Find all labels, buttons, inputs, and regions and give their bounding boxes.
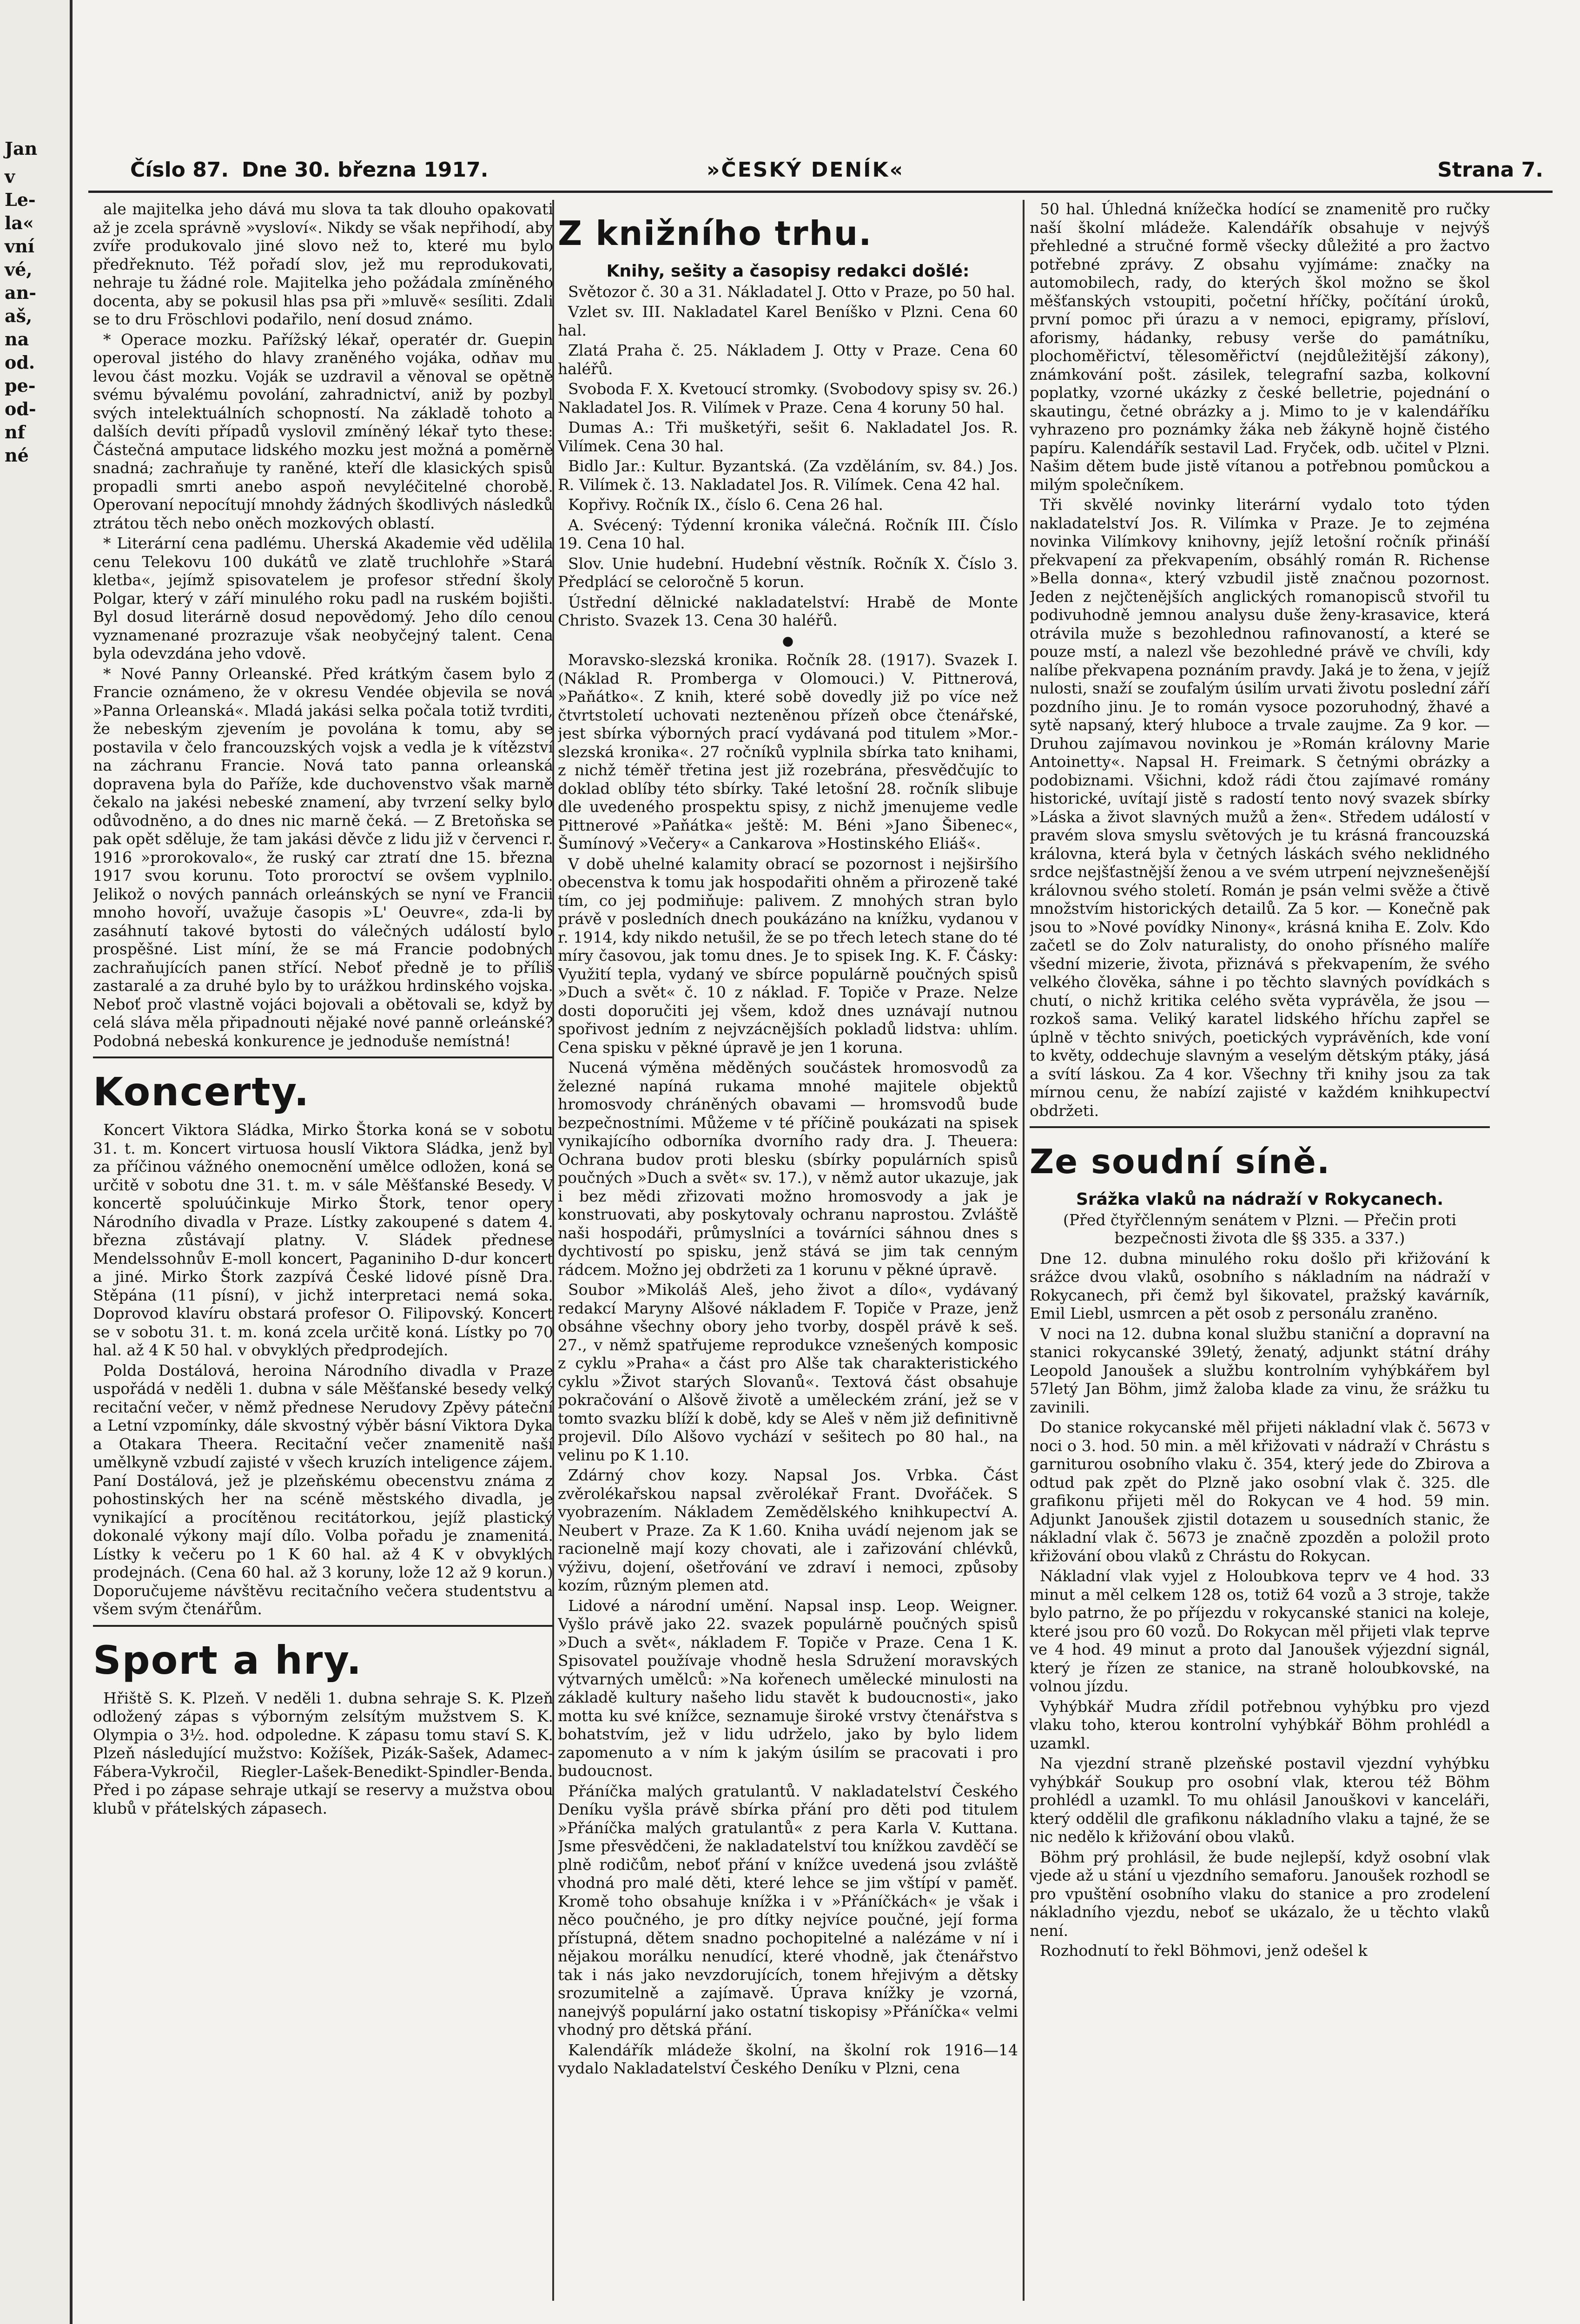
column-2 [558,200,1018,2301]
book-entry: Vzlet sv. III. Nakladatel Karel Beníško v Plzni. Cena 60 hal. [558,303,1018,339]
article-paragraph: Dne 12. dubna minulého roku došlo při křižování k srážce dvou vlaků, osobního s nákladním na nádraží v Rokycanech, při čemž byl šikovatel, pražský kavárník, Emil Liebl, usmrcen a pět osob z personálu zraněno. [1030,1249,1490,1322]
book-entry: Světozor č. 30 a 31. Nákladatel J. Otto v Praze, po 50 hal. [568,282,1016,301]
fragment-line: v [5,166,15,187]
fragment-line: od- [5,398,36,419]
section-subtitle: Knihy, sešity a časopisy redakci došlé: [606,262,970,281]
book-entry: Ústřední dělnické nakladatelství: Hrabě de Monte Christo. Svazek 13. Cena 30 haléřů. [558,593,1018,629]
fragment-line: nf [5,422,25,442]
article-paragraph: Vyhýbkář Mudra zřídil potřebnou vyhýbku pro vjezd vlaku toho, kterou kontrolní vyhýbkář Böhm prohlédl a uzamkl. [1030,1697,1490,1752]
article-paragraph: Na vjezdní straně plzeňské postavil vjezdní vyhýbku vyhýbkář Soukup pro osobní vlak, kterou též Böhm prohlédl a uzamkl. To mu ohlásil Janouškovi v kanceláři, který oddělil dle grafikonu nákladního vlaku a tajné, že se nic nedělo k křižování obou vlaků. [1030,1754,1490,1846]
article-hriste-sk-plzen: Hřiště S. K. Plzeň. V neděli 1. dubna sehraje S. K. Plzeň odložený zápas s výborným zelsítým mužstvem S. K. Olympia o 3½. hod. odpoledne. K zápasu tomu staví S. K. Plzeň následující mužstvo: Kožíšek, Pizák-Sašek, Adamec-Fábera-Vykročil, Riegler-Lašek-Benedikt-Spindler-Benda. Před i po zápase sehraje utkají se reservy a mužstva obou klubů v přátelských zápasech. [93,1689,553,1817]
article-paragraph: V noci na 12. dubna konal službu staniční a dopravní na stanici rokycanské 39letý, ženatý, adjunkt státní dráhy Leopold Janoušek a službu kontrolním vyhýbkářem byl 57letý Jan Böhm, jimž žaloba klade za vinu, že srážku tu zavinili. [1030,1324,1490,1416]
section-title-sport: Sport a hry. [93,1637,363,1683]
book-entry: Kopřivy. Ročník IX., číslo 6. Cena 26 hal. [568,495,883,514]
column-divider [1023,200,1025,2301]
article-koncert-sladka: Koncert Viktora Sládka, Mirko Štorka koná se v sobotu 31. t. m. Koncert virtuosa houslí Viktora Sládka, jenž byl za příčinou vážného onemocnění umělce odložen, koná se určitě v sobotu dne 31. t. m. v sále Měšťanské Besedy. V koncertě spoluúčinkuje Mirko Štork, tenor opery Národního divadla v Praze. Lístky zakoupené s datem 4. března zůstávají platny. V. Sládek přednese Mendelssohnův E-moll koncert, Paganiniho D-dur koncert a jiné. Mirko Štork zazpívá České lidové písně Dra. Stěpána (11 písní), v jichž interpretaci nemá soka. Doprovod klavíru obstará profesor O. Filipovský. Koncert se v sobotu 31. t. m. koná zcela určitě koná. Lístky po 70 hal. až 4 K 50 hal. v obvyklých předprodejích. [93,1121,553,1359]
fragment-line: na [5,329,29,350]
article-moravsko-slezska: Moravsko-slezská kronika. Ročník 28. (1917). Svazek I. (Náklad R. Promberga v Olomouci.) V. Pittnerová, »Paňátko«. Z knih, které sobě dovedly již po více než čtvrtstoletí uchovati nezteněnou přízeň obce čtenářské, jest sbírka výborných prací vydávaná pod titulem »Mor.-slezská kronika«. 27 ročníků vyplnila sbírka tato knihami, z nichž téměř třetina jest již rozebrána, přesvědčujíc to doklad oblíby této sbírky. Také letošní 28. ročník slibuje dle uvedeného prospektu spisy, z nichž jmenujeme vedle Pittnerové »Paňátka« ještě: M. Béni »Jano Šibenec«, Šumínový »Večery« a Cankarova »Hostinského Eliáš«. [558,651,1018,852]
fragment-line: vní [5,236,35,257]
article-vilimek-novinky: Tři skvělé novinky literární vydalo toto týden nakladatelství Jos. R. Vilímka v Praze. Je to zejména novinka Vilímkovy knihovny, jejíž letošní ročník přináší překvapení za překvapením, obsáhlý román R. Richense »Bella donna«, který vzbudil jistě značnou pozornost. Jeden z nejčtenějších anglických romanopisců stvořil tu podivuhodně jemnou analysu duše ženy-krasavice, která otrávila muže s bezohlednou rafinovaností, a které se pouze mstí, a nalezl vše bezohledné právě ve chvíli, kdy nalíbe překvapena poznáním pravdy. Jaká je to žena, v jejíž nulosti, snaží se zoufalým úsilím urvati životu poslední září pozdního jinu. Je to román vysoce pozoruhodný, žhavé a sytě napsaný, který hluboce a trvale zaujme. Za 9 kor. — Druhou zajímavou novinkou je »Román královny Marie Antoinetty«. Napsal H. Freimark. S četnými obrázky a podobiznami. Všichni, kdož rádi čtou zajímavé romány historické, uvítají jistě s radostí tento nový svazek sbírky »Láska a život slavných mužů a žen«. Středem událostí v pravém slova smyslu světových je tu krásná francouzská královna, která byla v četných láskách svého neklidného srdce nejšťastnější ženou a ve svém utrpení nejvznešenější královnou svého století. Román je psán velmi svěže a čtivě množstvím historických detailů. Za 5 kor. — Konečně pak jsou to »Nové povídky Ninony«, krásná kniha E. Zolv. Kdo začetl se do Zolv naturalisty, do onoho přísného malíře všední mizerie, života, přiznává s překvapením, že svého velkého člověka, sáhne i po těchto slavných povídkách s chutí, o nichž kritika celého světa vyprávěla, že jsou — rozkoš sama. Veliký karatel lidského hříchu zapřel se úplně v těchto snivých, poetických vyprávěních, kde voní to květy, oddechuje slavným a veselým dětským ptáky, jásá a svítí láskou. Za 4 kor. Všechny tři knihy jsou za tak mírnou cenu, že nabízí zajisté v každém knihkupectví obdržeti. [1030,495,1490,1120]
article-operace-mozku: * Operace mozku. Pařížský lékař, operatér dr. Guepin operoval jistého do hlavy zraněného vojáka, odňav mu levou část mozku. Voják se uzdravil a věnoval se opětně svému bývalému povolání, zahradnictví, aniž by pozbyl svých intelektuálních schopností. Na základě tohoto a dalších devíti případů vyslovil zmíněný lékař tyto these: Částečná amputace lidského mozku jest možná a poměrně snadná; zachraňuje ty raněné, kteří dle klasických spisů propadli smrti anebo aspoň nevyléčitelné chorobě. Operovaní nepocítují mnohdy žádných škodlivých následků ztrátou těch nebo oněch mozkových oblastí. [93,330,553,532]
book-entry: Zlatá Praha č. 25. Nákladem J. Otty v Praze. Cena 60 haléřů. [558,341,1018,378]
section-rule [93,1625,553,1627]
fragment-line: né [5,445,29,466]
book-entry: Dumas A.: Tři mušketýři, sešit 6. Nakladatel Jos. R. Vilímek. Cena 30 hal. [558,418,1018,455]
article-paragraph: Do stanice rokycanské měl přijeti nákladní vlak č. 5673 v noci o 3. hod. 50 min. a měl křižovati v nádraží v Chrástu s garniturou osobního vlaku č. 354, který jede do Zbirova a odtud pak zpět do Plzně jako osobní vlak č. 325. dle grafikonu přijeti měl do Rokycan ve 4 hod. 59 min. Adjunkt Janoušek zjistil dotazem u sousedních stanic, že nákladní vlak č. 5673 je značně zpozděn a položil proto křižování obou vlaků z Chrástu do Rokycan. [1030,1418,1490,1565]
fragment-line: od. [5,352,35,373]
book-entry: Svoboda F. X. Kvetoucí stromky. (Svobodovy spisy sv. 26.) Nakladatel Jos. R. Vilímek v Praze. Cena 4 koruny 50 hal. [558,380,1018,416]
article-nove-panny: * Nové Panny Orleanské. Před krátkým časem bylo z Francie oznámeno, že v okresu Vendée objevila se nová »Panna Orleanská«. Mladá jakási selka počala totiž tvrditi, že nebeským zjevením je povolána k tomu, aby se postavila v čelo francouzských vojsk a vedla je k vítězství na záchranu Francie. Nová tato panna orleanská dopravena byla do Paříže, kde duchovenstvo však marně čekalo na jakési nebeské znamení, aby tvrzení selky bylo odůvodněno, a do dnes nic marně čeká. — Z Bretoňska se pak opět sděluje, že tam jakási děvče z lidu již v červenci r. 1916 »prorokovalo«, že ruský car ztratí dne 15. března 1917 svou korunu. Toto proroctví se ovšem vyplnilo. Jelikož o nových pannách orleánských se nyní ve Francii mnoho hovoří, uvažuje časopis »L' Oeuvre«, zda-li by zasáhnutí takové bytosti do válečných událostí bylo prospěšné. List míní, že se má Francie podobných zachraňujících panen střící. Neboť předně je to příliš zastaralé a za druhé bylo by to urážkou hrdinského vojska. Neboť proč vlastně vojáci bojovali a obětovali se, když by celá sláva měla připadnouti nějaké nové panně orleánské? Podobná nebeská konkurence je jednoduše nemístná! [93,664,553,1050]
section-title-knizni-trh: Z knižního trhu. [558,214,873,253]
article-mikolas-ales: Soubor »Mikoláš Aleš, jeho život a dílo«, vydávaný redakcí Maryny Alšové nákladem F. Topiče v Praze, jenž obsáhne všechny obory jeho tvorby, dospěl právě k seš. 27., v němž spatřujeme reprodukce vznešených komposic z cyklu »Praha« a část pro Alše tak charakteristického cyklu »Život starých Slovanů«. Textová část obsahuje pokračování o Alšově životě a uměleckém zrání, jež se v tomto svazku blíží k době, kdy se Aleš v něm již definitivně projevil. Dílo Alšovo vychází v sešitech po 80 hal., na velinu po K 1.10. [558,1281,1018,1464]
article-literarni-cena: * Literární cena padlému. Uherská Akademie věd udělila cenu Telekovu 100 dukátů ve zlatě truchlohře »Stará kletba«, jejímž spisovatelem je profesor střední školy Polgar, který v září minulého roku padl na ruském bojišti. Byl dosud literárně dosud nepovědomý. Jeho dílo cenou vyznamenané prozrazuje však neobyčejný talent. Cena byla odevzdána jeho vdově. [93,534,553,662]
article-pranicka: Přáníčka malých gratulantů. V nakladatelství Českého Deníku vyšla právě sbírka přání pro děti pod titulem »Přáníčka malých gratulantů« z pera Karla V. Kuttana. Jsme přesvědčeni, že nakladatelství tou knížkou zavděčí se plně rodičům, neboť přání v knížce uvedená jsou zvláště vhodná pro malé děti, které lehce se jim vštípí v paměť. Kromě toho obsahuje knížka i v »Přáníčkách« je však i něco poučného, je pro dítky nejvíce poučné, její forma přístupná, dětem snadno pochopitelné a nalézáme v ní i nějakou morálku nenudící, které vhodně, jak čtenářstvo tak i nás jako nevzdorujících, tonem hřejivým a dětsky srozumitelně a zajímavě. Úprava knížky je vzorná, nanejvýš populární jako ostatní tiskopisy »Přáníčka« velmi vhodný pro dětská přání. [558,1782,1018,2039]
page-header [88,158,1553,193]
article-hromosvody: Nucená výměna měděných součástek hromosvodů za železné napíná rukama mnohé majitele objektů hromosvody chráněných obavami — hromsvodů bude bezpečnostními. Můžeme v té příčině poukázati na spisek vynikajícího odborníka dvorního rady dra. J. Theuera: Ochrana budov proti blesku (sbírky populárních spisů poučných »Duch a svět« sv. 17.), v němž autor ukazuje, jak i bez mědi zřizovati možno hromosvody a jak je konstruovati, aby poskytovaly ochranu naprostou. Zvláště naši hospodáři, průmyslníci a továrníci sáhnou dnes s dychtivostí po spisku, jenž stává se jim tak cenným rádcem. Možno jej obdržeti za 1 korunu v pěkné úpravě. [558,1058,1018,1279]
adjacent-page-fragment [0,0,73,2324]
fragment-line: pe- [5,375,36,396]
article-kalendarik: Kalendářík mládeže školní, na školní rok 1916—14 vydalo Nakladatelství Českého Deníku v Plzni, cena [558,2040,1018,2077]
section-title-koncerty: Koncerty. [93,1069,310,1115]
article-headline: Srážka vlaků na nádraží v Rokycanech. [1076,1190,1444,1209]
book-entry: A. Svécený: Týdenní kronika válečná. Ročník III. Číslo 19. Cena 10 hal. [558,515,1018,552]
article-polda-dostalova: Polda Dostálová, heroina Národního divadla v Praze uspořádá v neděli 1. dubna v sále Měšťanské besedy velký recitační večer, v němž přednese Nerudovy Zpěvy páteční a Letní vzpomínky, dále skvostný výběr básní Viktora Dyka a Otakara Theera. Recitační večer znamenitě naší umělkyně vzbudí zajisté v všech kruzích inteligence zájem. Paní Dostálová, jež je plzeňskému obecenstvu známa z pohostinských her na scéně městského divadla, je vynikající a procítěnou recitátorkou, jejíž plastický dokonalé výkony mají dílo. Volba pořadu je znamenitá. Lístky k večeru po 1 K 60 hal. až 4 K v obvyklých prodejnách. (Cena 60 hal. až 3 koruny, lože 12 až 9 korun.) Doporučujeme návštěvu recitačního večera studentstvu a všem svým čtenářům. [93,1361,553,1618]
book-entry: Slov. Unie hudební. Hudební věstník. Ročník X. Číslo 3. Předplácí se celoročně 5 korun. [558,554,1018,591]
separator-star-icon: ● [782,633,794,648]
section-rule [93,1056,553,1058]
fragment-line: vé, [5,259,33,280]
article-uhelna-kalamita: V době uhelné kalamity obrací se pozornost i nejširšího obecenstva k tomu jak hospodařiti ohněm a přirozeně také tím, co jej podmiňuje: palivem. Z mnohých stran bylo právě v posledních dnech poukázáno na knížku, vydanou v r. 1914, kdy nikdo netušil, že se po třech letech stane do té míry časovou, jak tomu dnes. Je to spisek Ing. K. F. Čásky: Využití tepla, vydaný ve sbírce populárně poučných spisů »Duch a svět« č. 10 z náklad. F. Topiče v Praze. Nelze dosti doporučiti jej všem, kdož dnes uznávají nutnou spořivost jedním z nejvzácnějších pokladů lidstva: uhlím. Cena spisku v pěkné úpravě je jen 1 koruna. [558,854,1018,1056]
fragment-line: aš, [5,305,33,326]
column-3 [1030,200,1490,2301]
article-paragraph: ale majitelka jeho dává mu slova ta tak dlouho opakovati až je zcela správně »vysloví«. Nikdy se však nepřihodí, aby zvíře produkovalo jiné slovo než to, které mu bylo předřeknuto. Též pořadí slov, jež mu reprodukovati, nehraje tu žádné role. Majitelka jeho požádala zmíněného docenta, aby se pokusil hlas psa při »mluvě« sesíliti. Zdali se to dru Fröschlovi podařilo, není dosud známo. [93,200,553,328]
section-title-soudni-sin: Ze soudní síně. [1030,1142,1331,1181]
article-lidove-umeni: Lidové a národní umění. Napsal insp. Leop. Weigner. Vyšlo právě jako 22. svazek populárně poučných spisů »Duch a svět«, nákladem F. Topiče v Praze. Cena 1 K. Spisovatel používaje vhodně hesla Sdružení moravských výtvarných umělců: »Na kořenech umělecké minulosti na základě kultury našeho lidu stavět k budoucnosti«, jako motta ku své knížce, seznamuje široké vrstvy čtenářstva s bohatstvím, jež v lidu udrželo, jako by bylo lidem zapomenuto a v ním k jakým úsilím se pracovati i pro budoucnost. [558,1596,1018,1780]
page-number: Strana 7. [1437,158,1543,182]
article-subheadline: (Před čtyřčlenným senátem v Plzni. — Přečin proti bezpečnosti života dle §§ 335. a 337.) [1063,1210,1457,1247]
issue-number: Číslo 87. [130,158,229,182]
section-rule [1030,1126,1490,1128]
fragment-line: Le- [5,189,36,210]
column-1 [93,200,553,2301]
issue-date: Dne 30. března 1917. [242,158,489,182]
article-paragraph: Nákladní vlak vyjel z Holoubkova teprv ve 4 hod. 33 minut a měl celkem 128 os, totiž 64 vozů a 3 stroje, takže bylo patrno, že po příjezdu v rokycanské stanici na koleje, které jsou pro 60 vozů. Do Rokycan měl přijeti vlak teprve ve 4 hod. 49 minut a proto dal Janoušek výjezdní signál, který je řízen ze stanice, na straně holoubkovské, na volnou jízdu. [1030,1567,1490,1695]
article-paragraph: Rozhodnutí to řekl Böhmovi, jenž odešel k [1040,1941,1368,1960]
fragment-line: la« [5,212,34,233]
book-entry: Bidlo Jar.: Kultur. Byzantská. (Za vzděláním, sv. 84.) Jos. R. Vilímek č. 13. Nakladatel Jos. R. Vilímek. Cena 42 hal. [558,457,1018,494]
article-kalendarik-cont: 50 hal. Úhledná knížečka hodící se znamenitě pro ručky naší školní mládeže. Kalendářík obsahuje v nejvýš přehledné a stručné formě všecky důležité a pro žactvo potřebné zprávy. Z obsahu vyjímáme: značky na automobilech, rady, do kterých škol možno se škol měšťanských vstoupiti, početní hříčky, počítání úroků, první pomoc při úrazu a v nemoci, epigramy, přísloví, aforismy, hádanky, rebusy verše do památníku, plochoměřictví, tělesoměřictví (nejdůležitější zákony), známkování pošt. zásilek, telegrafní sazba, kolkovní poplatky, vzorné ukázky z české belletrie, pojednání o skautingu, četné obrázky a j. Mimo to je v kalendáříku vyhrazeno pro poznámky žáka neb žákyně hojně čistého papíru. Kalendářík sestavil Lad. Fryček, odb. učitel v Plzni. Našim dětem bude jistě vítanou a potřebnou pomůckou a milým společníkem. [1030,200,1490,494]
fragment-line: Jan [5,138,38,159]
fragment-line: an- [5,282,37,303]
article-paragraph: Böhm prý prohlásil, že bude nejlepší, když osobní vlak vjede až u stání u vjezdního semaforu. Janoušek rozhodl se pro vpuštění osobního vlaku do stanice a pro zrodelení nákladního vjezdu, neboť se ukázalo, že u těchto vlaků není. [1030,1848,1490,1940]
article-chov-kozy: Zdárný chov kozy. Napsal Jos. Vrbka. Část zvěrolékařskou napsal zvěrolékař Frant. Dvořáček. S vyobrazením. Nákladem Zemědělského knihkupectví A. Neubert v Praze. Za K 1.60. Kniha uvádí nejenom jak se racionelně mají kozy chovati, ale i zařizování chlévků, výživu, dojení, ošetřování ve zdraví i nemoci, způsoby kozím, různým plemen atd. [558,1466,1018,1594]
masthead: »ČESKÝ DENÍK« [707,158,905,182]
